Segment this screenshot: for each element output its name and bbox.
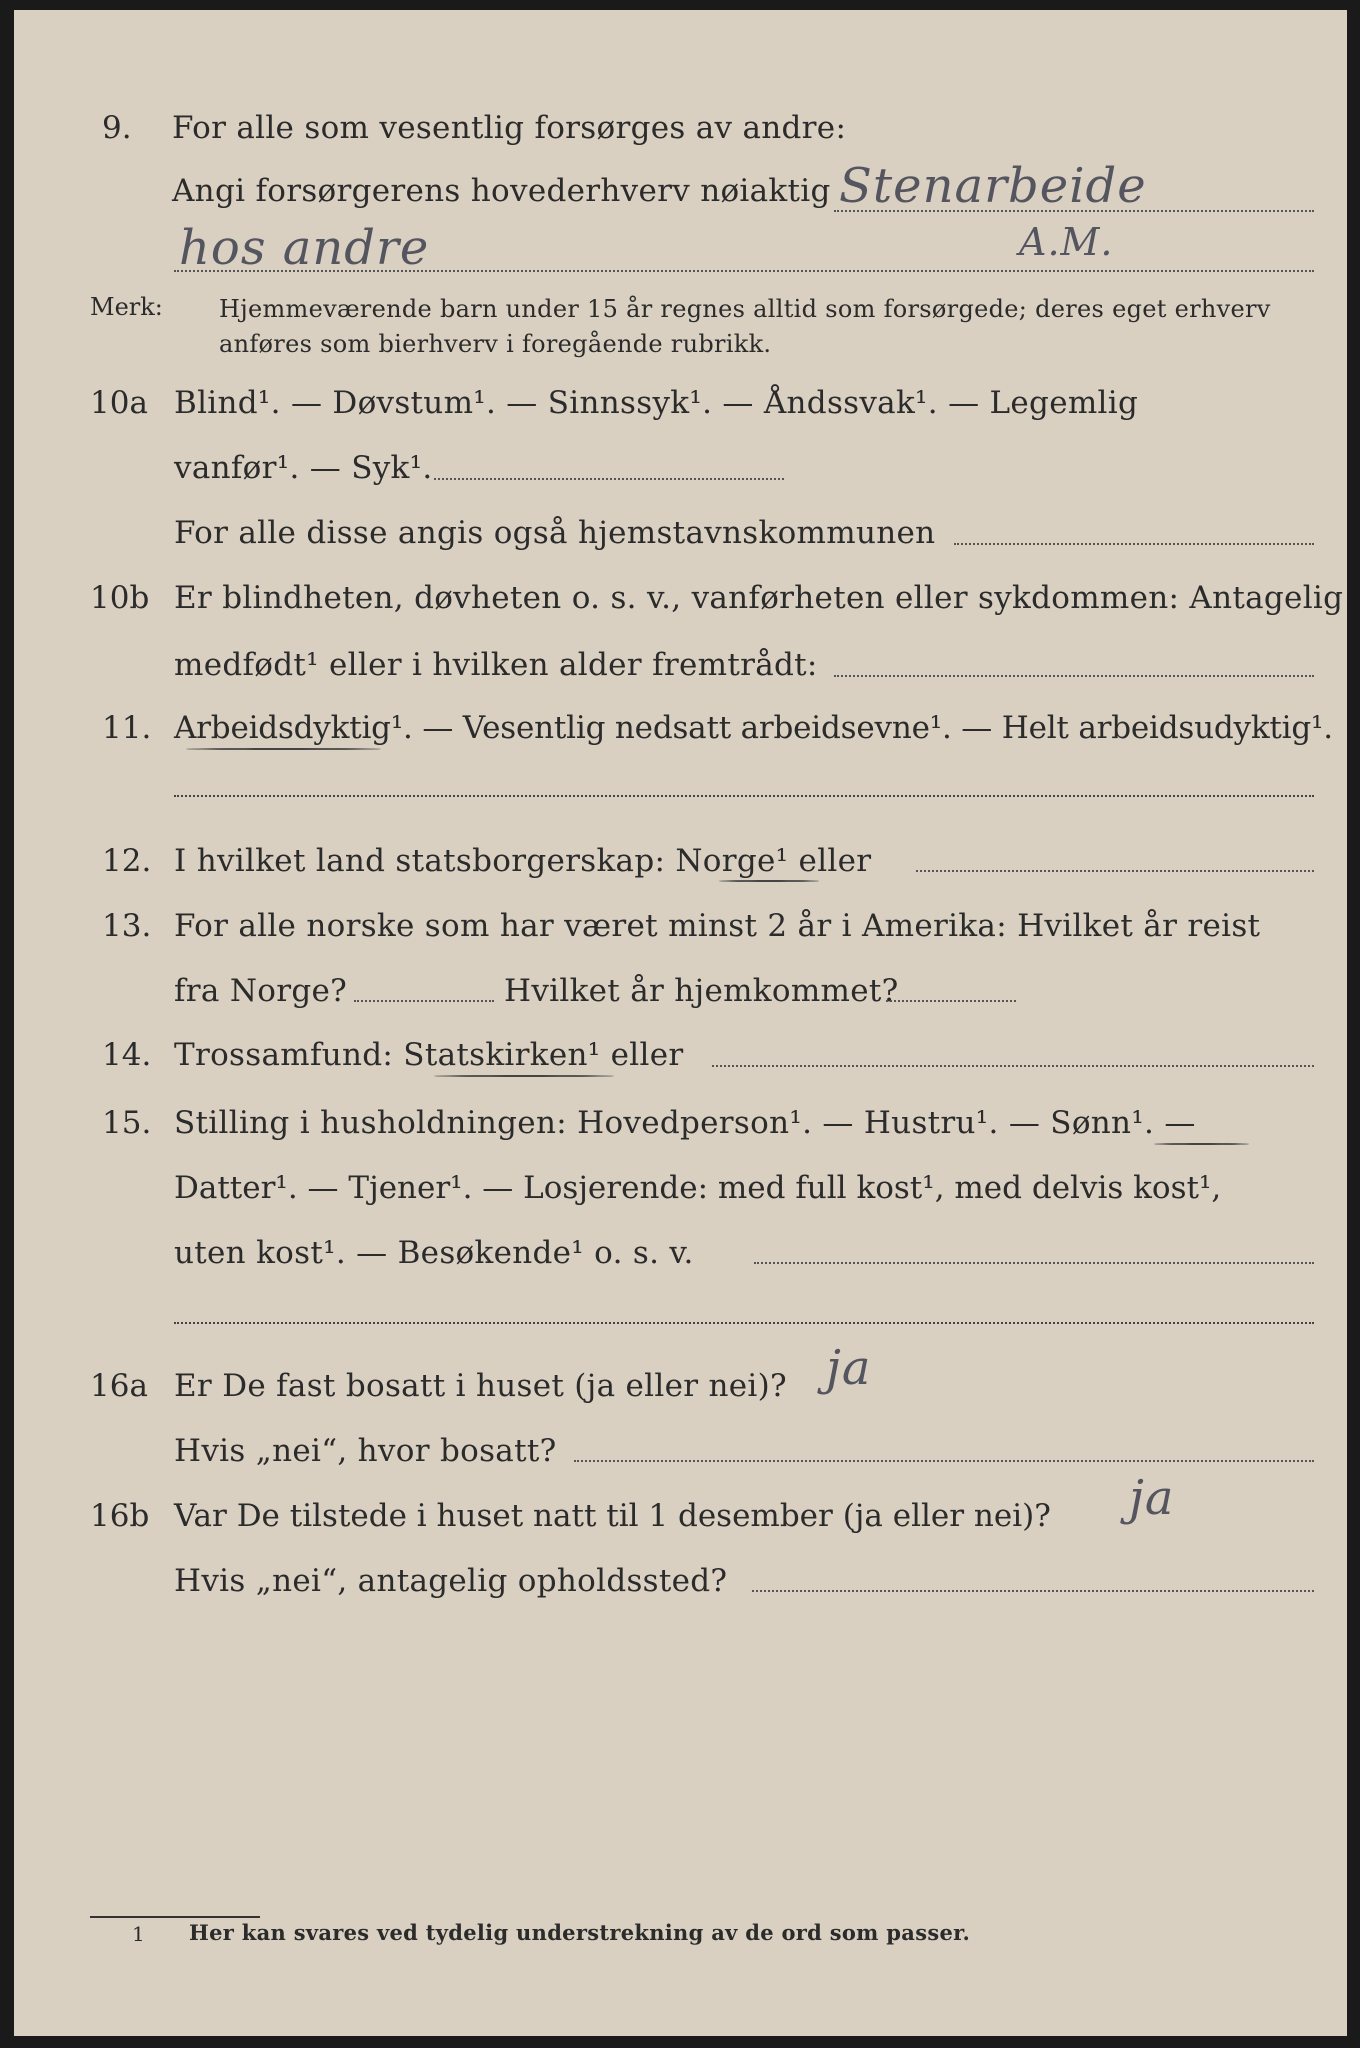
q10b-answer-line: [834, 675, 1314, 677]
q16b-answer-line2: [752, 1590, 1314, 1592]
q12-answer-line: [916, 870, 1314, 872]
q15-answer-line4: [174, 1322, 1314, 1324]
q10b-line2: medfødt¹ eller i hvilken alder fremtrådt:: [174, 647, 818, 683]
q13-line2b: Hvilket år hjemkommet?: [504, 973, 899, 1009]
q10a-line3: For alle disse angis også hjemstavnskommunen: [174, 515, 936, 551]
q16a-line2: Hvis „nei“, hvor bosatt?: [174, 1433, 557, 1469]
q11-number: 11.: [102, 710, 152, 746]
q12-line1: I hvilket land statsborgerskap: Norge¹ eller: [174, 843, 872, 879]
q9-handwritten-initials: A.M.: [1019, 220, 1114, 264]
q11-line1: Arbeidsdyktig¹. — Vesentlig nedsatt arbeidsevne¹. — Helt arbeidsudyktig¹.: [174, 710, 1333, 746]
footnote-mark: 1: [132, 1922, 145, 1946]
q10b-line1: Er blindheten, døvheten o. s. v., vanførheten eller sykdommen: Antagelig: [174, 580, 1344, 616]
footnote-divider: [90, 1916, 260, 1918]
q14-number: 14.: [102, 1037, 152, 1073]
q16b-line2: Hvis „nei“, antagelig opholdssted?: [174, 1563, 728, 1599]
q9-handwritten-answer1: Stenarbeide: [839, 158, 1147, 214]
q13-number: 13.: [102, 908, 152, 944]
q16a-number: 16a: [90, 1368, 148, 1404]
q10a-answer-line3: [954, 543, 1314, 545]
q10b-number: 10b: [90, 580, 150, 616]
q13-answer-reist: [354, 1000, 494, 1002]
q12-underline-norge: [719, 880, 819, 882]
q14-answer-line: [712, 1065, 1314, 1067]
q11-underline-arbeidsdyktig: [186, 748, 381, 750]
q14-line1: Trossamfund: Statskirken¹ eller: [174, 1037, 684, 1073]
q15-line3: uten kost¹. — Besøkende¹ o. s. v.: [174, 1235, 694, 1271]
note-line2: anføres som bierhverv i foregående rubrikk.: [219, 330, 772, 358]
q14-underline-statskirken: [434, 1075, 614, 1077]
q9-line2: Angi forsørgerens hovederhverv nøiaktig: [172, 173, 831, 209]
q13-line1: For alle norske som har været minst 2 år i Amerika: Hvilket år reist: [174, 908, 1261, 944]
q9-number: 9.: [102, 110, 132, 146]
footnote-text: Her kan svares ved tydelig understrekning av de ord som passer.: [189, 1920, 971, 1945]
census-form-page: [14, 10, 1347, 2036]
note-label: Merk:: [90, 293, 163, 321]
q16b-line1: Var De tilstede i huset natt til 1 desember (ja eller nei)?: [174, 1498, 1051, 1534]
q16b-number: 16b: [90, 1498, 150, 1534]
q9-line1: For alle som vesentlig forsørges av andre:: [172, 110, 847, 146]
q16a-line1: Er De fast bosatt i huset (ja eller nei)?: [174, 1368, 787, 1404]
q10a-answer-line2: [434, 478, 784, 480]
q13-answer-hjemkommet: [886, 1000, 1016, 1002]
q11-answer-line: [174, 795, 1314, 797]
q15-answer-line3: [754, 1262, 1314, 1264]
note-line1: Hjemmeværende barn under 15 år regnes alltid som forsørgede; deres eget erhverv: [219, 295, 1271, 323]
q10a-line2: vanfør¹. — Syk¹.: [174, 450, 433, 486]
q15-line1: Stilling i husholdningen: Hovedperson¹. — Hustru¹. — Sønn¹. —: [174, 1105, 1196, 1141]
q15-underline-sonn: [1154, 1143, 1249, 1145]
q16b-handwritten-answer: ja: [1129, 1470, 1175, 1526]
q13-line2a: fra Norge?: [174, 973, 348, 1009]
q15-line2: Datter¹. — Tjener¹. — Losjerende: med full kost¹, med delvis kost¹,: [174, 1170, 1222, 1206]
q16a-answer-line2: [574, 1460, 1314, 1462]
q16a-handwritten-answer: ja: [826, 1340, 872, 1396]
q10a-line1: Blind¹. — Døvstum¹. — Sinnssyk¹. — Åndssvak¹. — Legemlig: [174, 385, 1139, 421]
q12-number: 12.: [102, 843, 152, 879]
q15-number: 15.: [102, 1105, 152, 1141]
q10a-number: 10a: [90, 385, 148, 421]
q9-handwritten-answer2: hos andre: [179, 220, 430, 276]
